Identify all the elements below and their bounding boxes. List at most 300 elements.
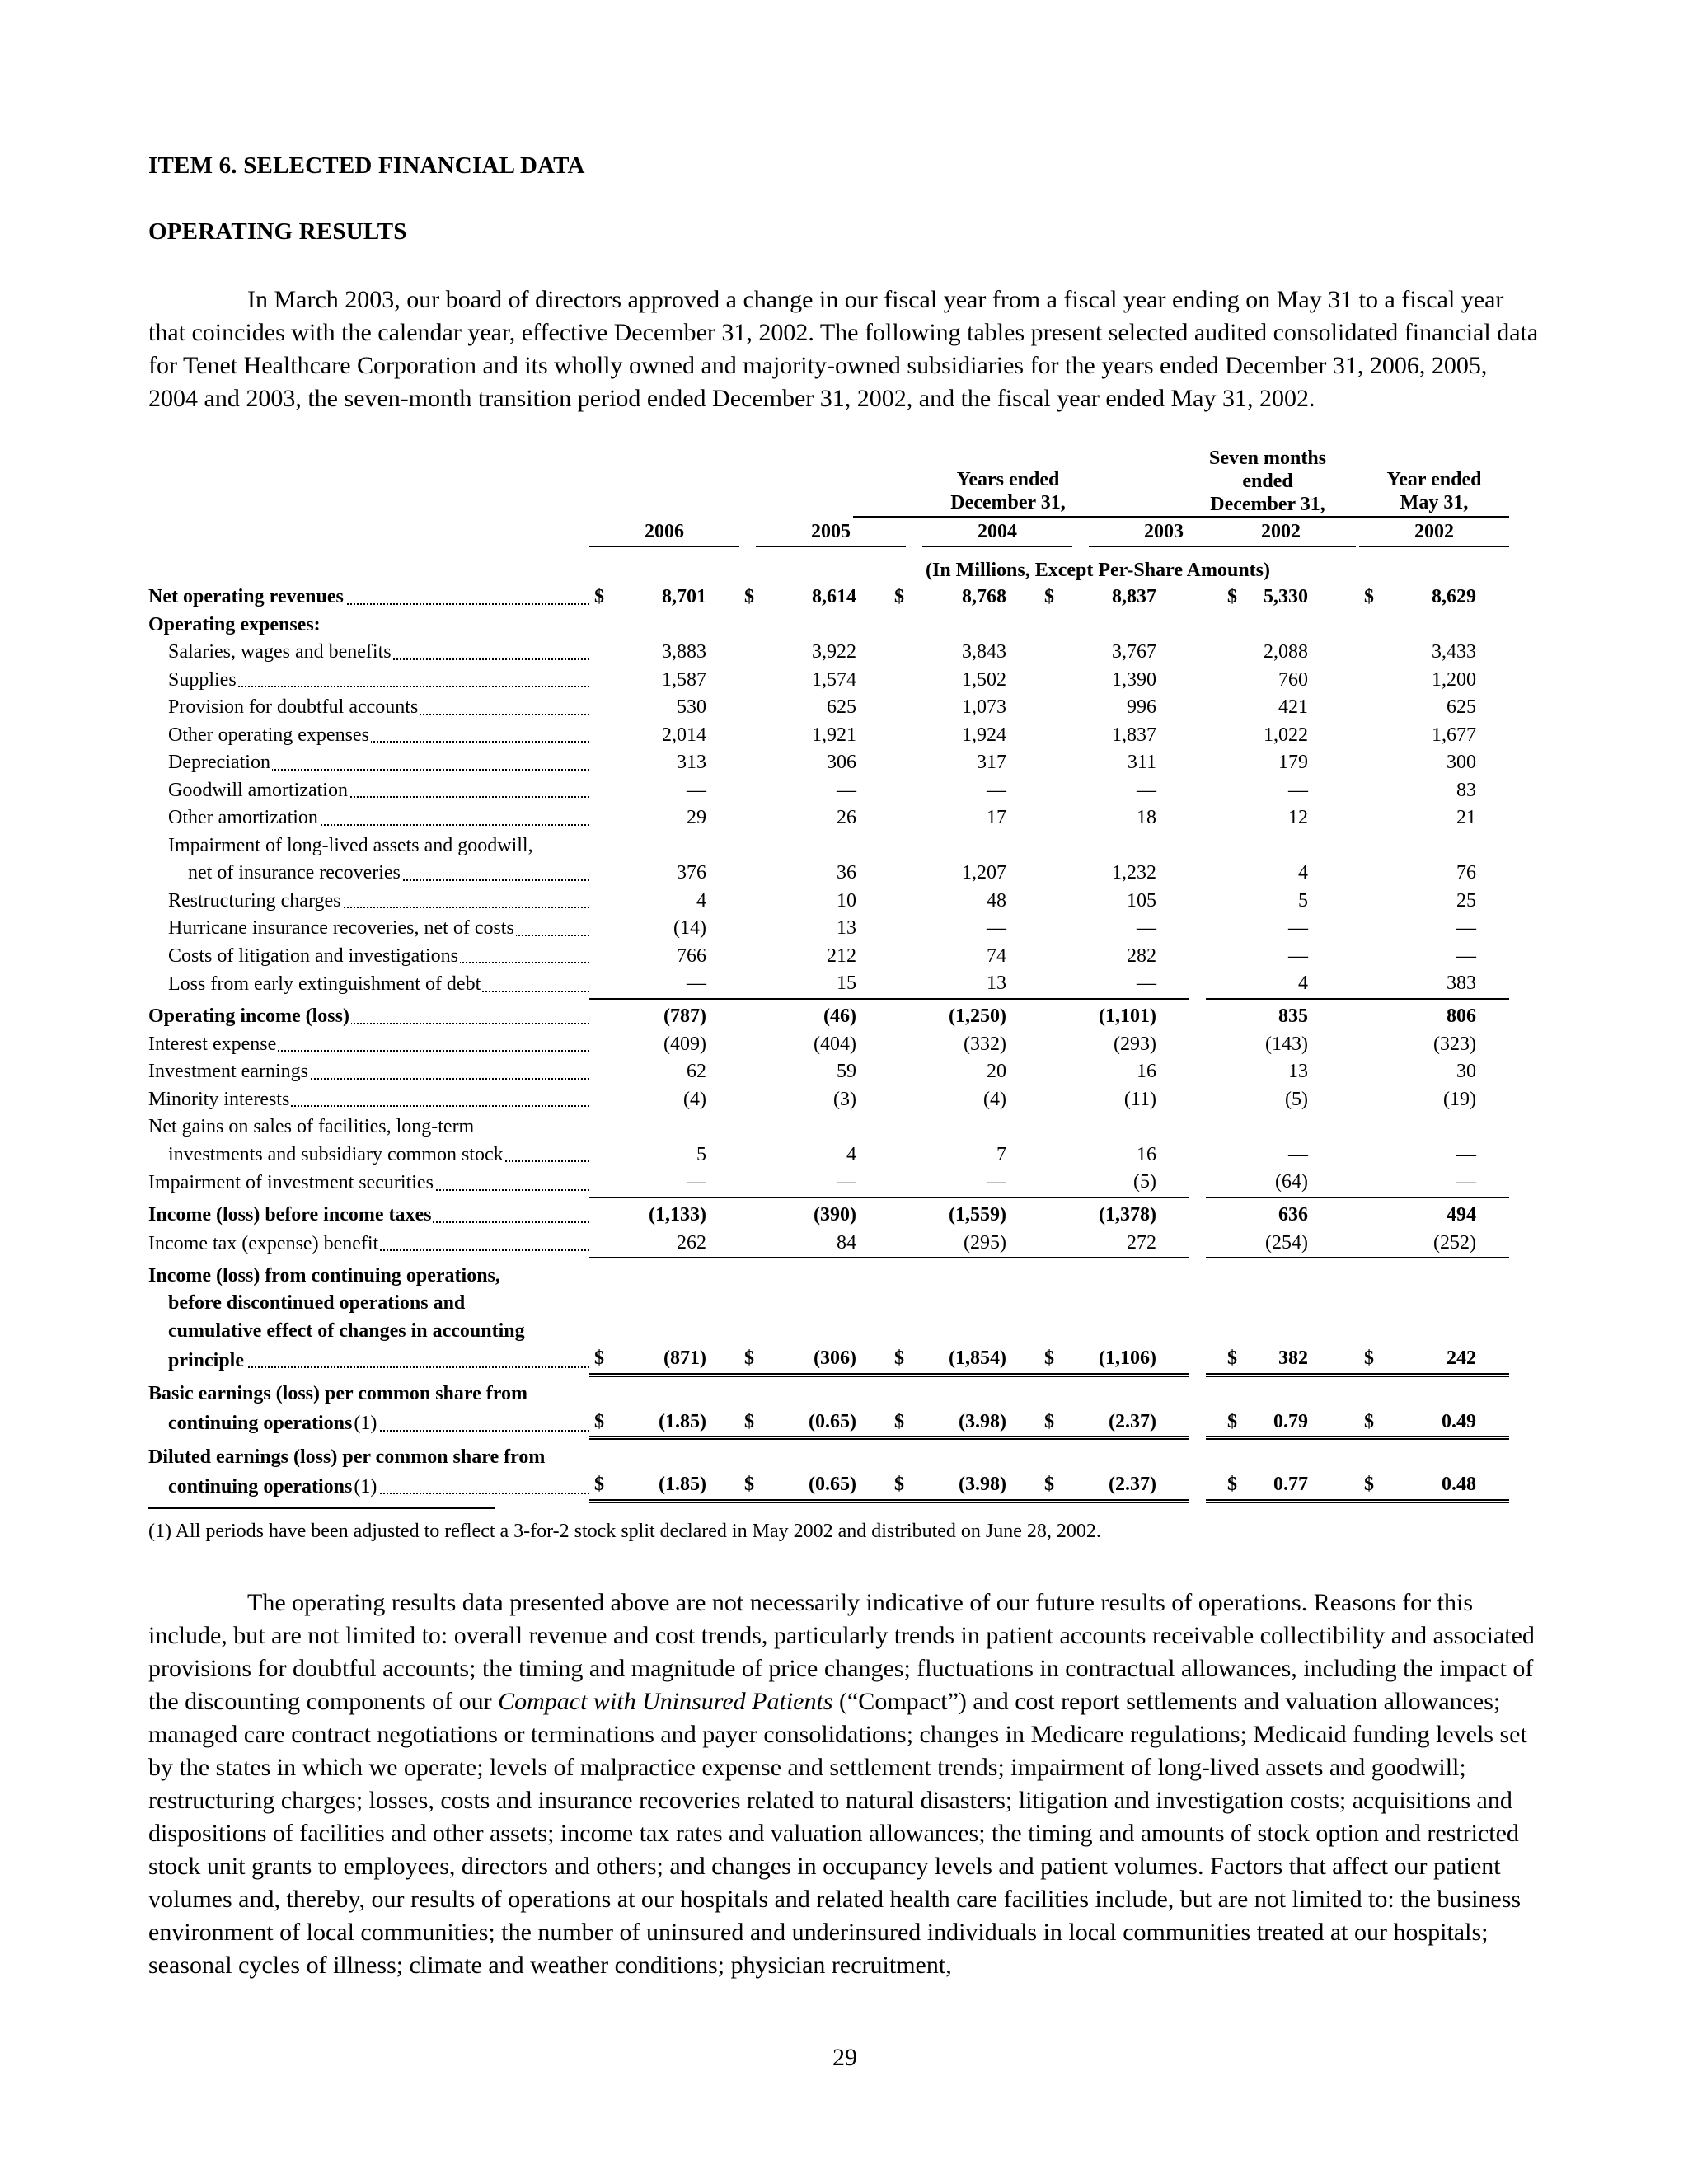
cell-value xyxy=(706,1292,739,1314)
cell-2006 xyxy=(589,1375,739,1408)
column-gap xyxy=(1189,804,1206,832)
table-row xyxy=(148,1438,1509,1472)
cell-2004 xyxy=(889,1318,1039,1346)
table-row xyxy=(148,667,1509,695)
cell-value: 530 xyxy=(677,696,706,718)
row-label-text: Income (loss) from continuing operations, xyxy=(148,1264,500,1286)
cell-value xyxy=(1476,1116,1509,1137)
cell-value xyxy=(856,1116,889,1137)
cell-value xyxy=(856,1320,889,1342)
cell-2003 xyxy=(1039,612,1189,640)
row-label-text: Minority interests xyxy=(148,1088,290,1110)
cell-value: 2,014 xyxy=(662,724,706,746)
cell-2003 xyxy=(1039,1408,1189,1438)
table-row xyxy=(148,1408,1509,1438)
row-label-text: Interest expense xyxy=(148,1033,277,1055)
table-row xyxy=(148,1086,1509,1114)
cell-value: 10 xyxy=(837,889,856,912)
cell-value: 15 xyxy=(837,972,856,994)
row-label-text: Investment earnings xyxy=(148,1061,308,1082)
cell-2003 xyxy=(1039,915,1189,943)
cell-value: (2.37) xyxy=(1109,1474,1156,1495)
cell-2003 xyxy=(1039,1258,1189,1290)
cell-2002-fiscal xyxy=(1341,612,1509,640)
row-label-text: principle xyxy=(148,1350,246,1371)
cell-2005 xyxy=(739,1113,889,1141)
cell-value: 766 xyxy=(677,944,706,967)
closing-paragraph-italic: Compact with Uninsured Patients xyxy=(498,1688,833,1715)
column-gap xyxy=(1189,1438,1206,1472)
cell-2003 xyxy=(1039,804,1189,832)
cell-value: — xyxy=(1456,1143,1476,1165)
table-row xyxy=(148,943,1509,971)
cell-value: 4 xyxy=(1298,862,1308,883)
cell-2002-transition xyxy=(1206,970,1341,999)
cell-value xyxy=(1156,835,1189,856)
cell-2002-fiscal xyxy=(1341,888,1509,916)
cell-value: 21 xyxy=(1456,807,1476,828)
row-label-text: continuing operations xyxy=(148,1413,354,1434)
cell-value: — xyxy=(1288,917,1308,939)
cell-2004 xyxy=(889,1408,1039,1438)
cell-2002-transition xyxy=(1206,1230,1341,1258)
row-label xyxy=(148,860,589,888)
dollar-sign: $ xyxy=(1044,1410,1054,1432)
cell-value: 1,921 xyxy=(812,724,856,746)
cell-2003 xyxy=(1039,1113,1189,1141)
cell-2005 xyxy=(739,667,889,695)
cell-2005 xyxy=(739,1058,889,1086)
dollar-sign: $ xyxy=(594,1347,604,1369)
cell-2004 xyxy=(889,1141,1039,1169)
cell-value: (306) xyxy=(814,1347,856,1369)
cell-value: (252) xyxy=(1433,1231,1476,1254)
cell-2004 xyxy=(889,832,1039,860)
cell-value: 29 xyxy=(687,807,706,828)
cell-2006 xyxy=(589,1471,739,1501)
cell-value: 12 xyxy=(1288,807,1308,828)
cell-2005 xyxy=(739,804,889,832)
cell-2002-transition xyxy=(1206,1113,1341,1141)
cell-value: 282 xyxy=(1127,944,1156,967)
cell-2005 xyxy=(739,777,889,805)
row-label xyxy=(148,1345,589,1375)
cell-2003 xyxy=(1039,1197,1189,1230)
cell-value: (409) xyxy=(663,1033,706,1055)
table-row xyxy=(148,1258,1509,1290)
row-label xyxy=(148,1141,589,1169)
cell-value xyxy=(1476,1320,1509,1342)
cell-value: 48 xyxy=(987,889,1006,912)
item-heading: ITEM 6. SELECTED FINANCIAL DATA xyxy=(148,152,585,179)
cell-value xyxy=(1006,1116,1039,1137)
dollar-sign: $ xyxy=(594,1410,604,1432)
cell-value: 5 xyxy=(1298,889,1308,912)
cell-2005 xyxy=(739,583,889,612)
cell-value xyxy=(1476,1292,1509,1314)
cell-value: 3,843 xyxy=(962,641,1006,663)
dollar-sign: $ xyxy=(1044,586,1054,607)
cell-2002-fiscal xyxy=(1341,1408,1509,1438)
cell-2003 xyxy=(1039,777,1189,805)
cell-2004 xyxy=(889,1113,1039,1141)
dollar-sign: $ xyxy=(1227,1474,1237,1495)
cell-2006 xyxy=(589,777,739,805)
table-row xyxy=(148,1031,1509,1059)
cell-2005 xyxy=(739,1318,889,1346)
cell-2005 xyxy=(739,832,889,860)
cell-2005 xyxy=(739,915,889,943)
row-label xyxy=(148,639,589,667)
dollar-sign: $ xyxy=(1227,1410,1237,1432)
row-label xyxy=(148,1408,589,1438)
cell-2002-fiscal xyxy=(1341,860,1509,888)
cell-value xyxy=(1476,1446,1509,1468)
year-ended-line2: May 31, xyxy=(1400,492,1469,513)
cell-value: — xyxy=(987,779,1006,801)
financial-data-table xyxy=(148,583,1509,1503)
cell-2005 xyxy=(739,1141,889,1169)
column-gap xyxy=(1189,1141,1206,1169)
cell-value: — xyxy=(837,1171,856,1193)
cell-value: 8,614 xyxy=(812,586,856,607)
row-label xyxy=(148,804,589,832)
cell-2006 xyxy=(589,1438,739,1472)
column-gap xyxy=(1189,1197,1206,1230)
cell-2005 xyxy=(739,694,889,722)
cell-value: (0.65) xyxy=(809,1474,856,1495)
cell-value xyxy=(1006,1320,1039,1342)
column-gap xyxy=(1189,1471,1206,1501)
cell-2005 xyxy=(739,1290,889,1318)
cell-value: 3,433 xyxy=(1432,641,1476,663)
cell-2004 xyxy=(889,1058,1039,1086)
cell-value: 3,883 xyxy=(662,641,706,663)
dollar-sign: $ xyxy=(1044,1474,1054,1495)
cell-value xyxy=(1156,1116,1189,1137)
cell-2006 xyxy=(589,722,739,750)
cell-2005 xyxy=(739,943,889,971)
cell-2002-transition xyxy=(1206,612,1341,640)
row-label-text: investments and subsidiary common stock xyxy=(148,1144,505,1165)
cell-value: 300 xyxy=(1447,752,1476,773)
cell-value xyxy=(1156,614,1189,635)
column-gap xyxy=(1189,888,1206,916)
dollar-sign: $ xyxy=(744,586,754,607)
row-label-text: Loss from early extinguishment of debt xyxy=(148,973,482,995)
cell-value: 242 xyxy=(1447,1347,1476,1369)
cell-2002-transition xyxy=(1206,1141,1341,1169)
year-rule-2006 xyxy=(589,546,739,547)
cell-value xyxy=(706,1383,739,1404)
cell-value: 4 xyxy=(846,1143,856,1165)
table-row xyxy=(148,583,1509,612)
table-row xyxy=(148,888,1509,916)
column-gap xyxy=(1189,612,1206,640)
cell-2006 xyxy=(589,1058,739,1086)
cell-value: (1,106) xyxy=(1099,1347,1156,1369)
column-gap xyxy=(1189,1318,1206,1346)
cell-2004 xyxy=(889,970,1039,999)
cell-value: (2.37) xyxy=(1109,1410,1156,1432)
cell-value: 13 xyxy=(837,917,856,939)
cell-value: 8,768 xyxy=(962,586,1006,607)
cell-value xyxy=(1006,835,1039,856)
footnote-ref: (1) xyxy=(354,1475,377,1497)
year-header-2002-transition: 2002 xyxy=(1261,521,1301,542)
dollar-sign: $ xyxy=(894,1410,904,1432)
cell-value: (1,854) xyxy=(949,1347,1006,1369)
year-ended-header xyxy=(1359,468,1509,514)
table-row xyxy=(148,1375,1509,1408)
row-label xyxy=(148,943,589,971)
row-label-text: Depreciation xyxy=(148,752,272,773)
cell-2002-fiscal xyxy=(1341,1318,1509,1346)
cell-value xyxy=(1308,614,1341,635)
cell-value: 25 xyxy=(1456,889,1476,912)
table-row xyxy=(148,1169,1509,1197)
cell-value: 5 xyxy=(696,1143,706,1165)
cell-value xyxy=(1006,1265,1039,1286)
year-header-2002-fiscal: 2002 xyxy=(1414,521,1454,542)
cell-value: (19) xyxy=(1443,1088,1476,1110)
cell-2002-transition xyxy=(1206,1258,1341,1290)
cell-2004 xyxy=(889,639,1039,667)
closing-paragraph xyxy=(148,1586,1541,1982)
cell-value xyxy=(706,1446,739,1468)
cell-value: 1,574 xyxy=(812,668,856,691)
cell-value: 0.49 xyxy=(1442,1410,1476,1432)
cell-2002-fiscal xyxy=(1341,943,1509,971)
dollar-sign: $ xyxy=(744,1474,754,1495)
cell-2002-transition xyxy=(1206,915,1341,943)
cell-2005 xyxy=(739,1438,889,1472)
cell-value: (1,250) xyxy=(949,1005,1006,1027)
dollar-sign: $ xyxy=(894,1347,904,1369)
cell-value xyxy=(1156,1383,1189,1404)
column-gap xyxy=(1189,860,1206,888)
cell-2002-fiscal xyxy=(1341,1141,1509,1169)
cell-2004 xyxy=(889,1197,1039,1230)
row-label-text: Impairment of long-lived assets and goodwill, xyxy=(148,835,535,856)
row-label xyxy=(148,1318,589,1346)
cell-2005 xyxy=(739,1197,889,1230)
cell-2003 xyxy=(1039,1058,1189,1086)
dollar-sign: $ xyxy=(1364,1474,1374,1495)
cell-2003 xyxy=(1039,694,1189,722)
cell-2002-transition xyxy=(1206,667,1341,695)
cell-2002-transition xyxy=(1206,1031,1341,1059)
cell-2002-fiscal xyxy=(1341,804,1509,832)
table-row xyxy=(148,1290,1509,1318)
cell-2004 xyxy=(889,860,1039,888)
cell-2003 xyxy=(1039,888,1189,916)
cell-value: 62 xyxy=(687,1061,706,1082)
years-ended-line1: Years ended xyxy=(956,469,1060,490)
cell-value: 1,022 xyxy=(1264,724,1308,746)
cell-2005 xyxy=(739,1169,889,1197)
cell-2002-fiscal xyxy=(1341,1058,1509,1086)
table-row xyxy=(148,1471,1509,1501)
table-row xyxy=(148,749,1509,777)
cell-value xyxy=(1006,1383,1039,1404)
table-row xyxy=(148,860,1509,888)
cell-value: (332) xyxy=(964,1033,1006,1055)
row-label xyxy=(148,1031,589,1059)
cell-value xyxy=(1156,1446,1189,1468)
row-label-text: Other operating expenses xyxy=(148,724,371,746)
cell-2002-fiscal xyxy=(1341,1197,1509,1230)
row-label xyxy=(148,1086,589,1114)
table-row xyxy=(148,970,1509,999)
cell-2002-fiscal xyxy=(1341,1438,1509,1472)
cell-value xyxy=(856,835,889,856)
cell-value: 212 xyxy=(827,944,856,967)
cell-2005 xyxy=(739,860,889,888)
cell-2006 xyxy=(589,1113,739,1141)
dollar-sign: $ xyxy=(1227,586,1237,607)
cell-2006 xyxy=(589,1086,739,1114)
table-row xyxy=(148,1197,1509,1230)
cell-2005 xyxy=(739,970,889,999)
section-heading: OPERATING RESULTS xyxy=(148,218,407,245)
seven-months-line2: ended xyxy=(1242,471,1293,492)
cell-value xyxy=(856,1383,889,1404)
cell-value: (323) xyxy=(1433,1033,1476,1055)
closing-paragraph-part1: The operating results data presented above are not necessarily indicative of our future results of operations. Reasons for this include, but are not limited to: overall revenue and cost trends, particularly trends in patient accounts receivable collectibility and associated provisions for doubtful accounts; the timing and magnitude of price changes; fluctuations in contractual allowances, including the impact of the discounting components of our xyxy=(148,1589,1535,1715)
dollar-sign: $ xyxy=(894,1474,904,1495)
cell-2003 xyxy=(1039,1141,1189,1169)
column-gap xyxy=(1189,639,1206,667)
cell-2005 xyxy=(739,749,889,777)
column-gap xyxy=(1189,583,1206,612)
cell-value: 311 xyxy=(1127,752,1156,773)
cell-2005 xyxy=(739,999,889,1031)
cell-value xyxy=(1476,1265,1509,1286)
cell-2005 xyxy=(739,1258,889,1290)
cell-2003 xyxy=(1039,1471,1189,1501)
row-label xyxy=(148,777,589,805)
cell-value: 30 xyxy=(1456,1061,1476,1082)
cell-2003 xyxy=(1039,999,1189,1031)
cell-2004 xyxy=(889,694,1039,722)
cell-value xyxy=(1308,1320,1341,1342)
cell-2002-fiscal xyxy=(1341,970,1509,999)
cell-2002-transition xyxy=(1206,888,1341,916)
cell-2004 xyxy=(889,667,1039,695)
cell-2002-fiscal xyxy=(1341,777,1509,805)
cell-2003 xyxy=(1039,943,1189,971)
cell-2006 xyxy=(589,860,739,888)
cell-2003 xyxy=(1039,722,1189,750)
row-label-text: before discontinued operations and xyxy=(148,1292,467,1314)
column-gap xyxy=(1189,1408,1206,1438)
cell-value xyxy=(1006,1446,1039,1468)
column-gap xyxy=(1189,1258,1206,1290)
cell-2006 xyxy=(589,1345,739,1375)
cell-value: 1,677 xyxy=(1432,724,1476,746)
cell-2002-transition xyxy=(1206,639,1341,667)
cell-value: (11) xyxy=(1123,1088,1156,1110)
cell-2002-transition xyxy=(1206,1471,1341,1501)
cell-value: — xyxy=(1137,972,1156,994)
cell-value: 317 xyxy=(977,752,1006,773)
cell-2002-fiscal xyxy=(1341,1258,1509,1290)
cell-2005 xyxy=(739,639,889,667)
row-label-text: Diluted earnings (loss) per common share from xyxy=(148,1446,546,1468)
seven-months-header xyxy=(1193,447,1343,516)
row-label-text: Net gains on sales of facilities, long-term xyxy=(148,1116,475,1137)
cell-2004 xyxy=(889,1290,1039,1318)
footnote-ref: (1) xyxy=(354,1413,377,1434)
cell-value: (14) xyxy=(673,917,706,939)
column-gap xyxy=(1189,1086,1206,1114)
cell-2005 xyxy=(739,888,889,916)
cell-2002-fiscal xyxy=(1341,915,1509,943)
row-label-text: Income (loss) before income taxes xyxy=(148,1204,432,1226)
cell-value: (295) xyxy=(964,1231,1006,1254)
column-gap xyxy=(1189,694,1206,722)
cell-2004 xyxy=(889,943,1039,971)
column-gap xyxy=(1189,1058,1206,1086)
column-gap xyxy=(1189,777,1206,805)
cell-2003 xyxy=(1039,832,1189,860)
table-row xyxy=(148,722,1509,750)
cell-value: 20 xyxy=(987,1061,1006,1082)
cell-2004 xyxy=(889,722,1039,750)
cell-2003 xyxy=(1039,1086,1189,1114)
cell-value: (3) xyxy=(833,1088,856,1110)
cell-value: 1,200 xyxy=(1432,668,1476,691)
row-label-text: continuing operations xyxy=(148,1476,354,1497)
year-rule-2004 xyxy=(922,546,1072,547)
cell-2002-transition xyxy=(1206,777,1341,805)
cell-value: — xyxy=(1456,1171,1476,1193)
cell-2002-transition xyxy=(1206,1086,1341,1114)
cell-value: (0.65) xyxy=(809,1410,856,1432)
cell-2004 xyxy=(889,1471,1039,1501)
row-label-text: Income tax (expense) benefit xyxy=(148,1232,379,1254)
year-header-2005: 2005 xyxy=(811,521,851,542)
row-label-text: Costs of litigation and investigations xyxy=(148,945,460,967)
cell-value: (46) xyxy=(823,1005,856,1027)
cell-2002-fiscal xyxy=(1341,1031,1509,1059)
table-row xyxy=(148,804,1509,832)
row-label xyxy=(148,1375,589,1408)
cell-2004 xyxy=(889,749,1039,777)
cell-value: 13 xyxy=(987,972,1006,994)
cell-value: 625 xyxy=(1447,696,1476,718)
cell-2004 xyxy=(889,1086,1039,1114)
cell-2006 xyxy=(589,1318,739,1346)
cell-value: 16 xyxy=(1137,1061,1156,1082)
cell-value: 3,922 xyxy=(812,641,856,663)
cell-value: — xyxy=(1456,917,1476,939)
cell-value xyxy=(856,1292,889,1314)
cell-2002-transition xyxy=(1206,722,1341,750)
cell-value xyxy=(856,1265,889,1286)
cell-2002-fiscal xyxy=(1341,667,1509,695)
year-header-2003: 2003 xyxy=(1144,521,1184,542)
column-gap xyxy=(1189,832,1206,860)
cell-value: 18 xyxy=(1137,807,1156,828)
units-note: (In Millions, Except Per-Share Amounts) xyxy=(926,560,1270,581)
cell-value: 306 xyxy=(827,752,856,773)
cell-2003 xyxy=(1039,1169,1189,1197)
cell-2002-fiscal xyxy=(1341,1086,1509,1114)
row-label-text: Operating income (loss) xyxy=(148,1005,349,1027)
row-label xyxy=(148,999,589,1031)
